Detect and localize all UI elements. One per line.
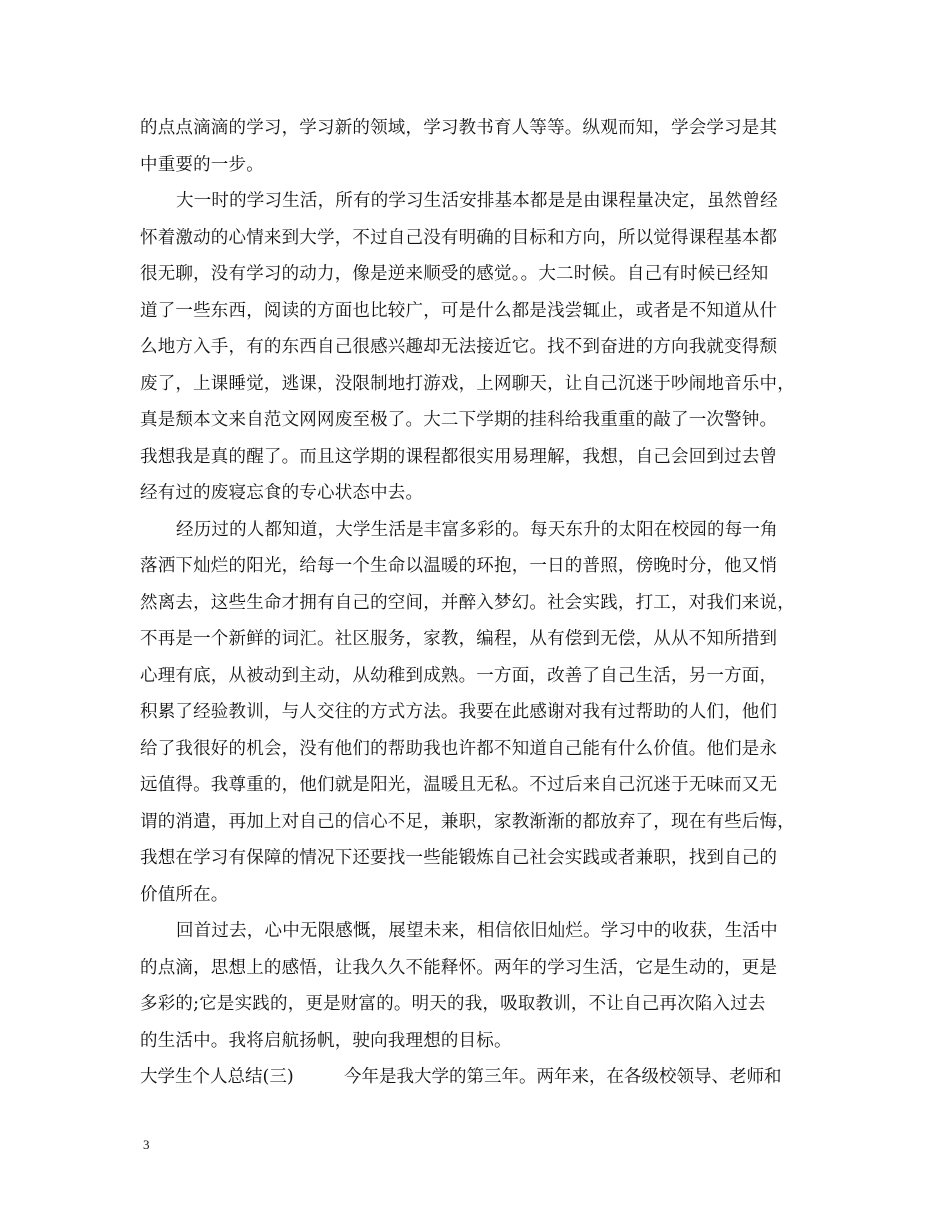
text-line: 废了，上课睡觉，逃课，没限制地打游戏，上网聊天，让自己沉迷于吵闹地音乐中， — [140, 373, 795, 394]
text-line: 很无聊，没有学习的动力，像是逆来顺受的感觉。。大二时候。自己有时候已经知 — [140, 264, 769, 284]
text-line: 积累了经验教训，与人交往的方式方法。我要在此感谢对我有过帮助的人们，他们 — [140, 702, 778, 722]
text-line: 回首过去，心中无限感慨，展望未来，相信依旧灿烂。学习中的收获，生活中 — [176, 921, 778, 941]
text-line: 怀着激动的心情来到大学，不过自己没有明确的目标和方向，所以觉得课程基本都 — [140, 227, 778, 248]
text-line: 然离去，这些生命才拥有自己的空间，并醉入梦幻。社会实践，打工，对我们来说， — [140, 592, 795, 613]
text-line: 远值得。我尊重的，他们就是阳光，温暖且无私。不过后来自己沉迷于无味而又无 — [140, 775, 778, 795]
text-line: 经有过的废寝忘食的专心状态中去。 — [140, 483, 424, 503]
section-intro-text: 今年是我大学的第三年。两年来，在各级校领导、老师和 — [344, 1067, 782, 1087]
text-line: 道了一些东西，阅读的方面也比较广，可是什么都是浅尝辄止，或者是不知道从什 — [140, 300, 778, 321]
text-line: 大一时的学习生活，所有的学习生活安排基本都是是由课程量决定，虽然曾经 — [176, 191, 778, 211]
text-line: 给了我很好的机会，没有他们的帮助我也许都不知道自己能有什么价值。他们是永 — [140, 738, 778, 759]
text-line: 落洒下灿烂的阳光，给每一个生命以温暖的环抱，一日的普照，傍晚时分，他又悄 — [140, 556, 778, 576]
text-line: 我想我是真的醒了。而且这学期的课程都很实用易理解，我想，自己会回到过去曾 — [140, 446, 778, 467]
text-line: 不再是一个新鲜的词汇。社区服务，家教，编程，从有偿到无偿，从从不知所措到 — [140, 629, 778, 649]
text-line: 多彩的;它是实践的，更是财富的。明天的我，吸取教训，不让自己再次陷入过去 — [140, 994, 766, 1014]
text-line: 价值所在。 — [140, 884, 229, 905]
text-line: 的点点滴滴的学习，学习新的领域，学习教书育人等等。纵观而知，学会学习是其 — [140, 118, 778, 138]
text-line: 心理有底，从被动到主动，从幼稚到成熟。一方面，改善了自己生活，另一方面， — [140, 665, 778, 686]
body-text — [140, 110, 820, 1096]
text-line: 谓的消遣，再加上对自己的信心不足，兼职，家教渐渐的都放弃了，现在有些后悔， — [140, 811, 795, 832]
text-line: 么地方入手，有的东西自己很感兴趣却无法接近它。找不到奋进的方向我就变得颓 — [140, 337, 778, 357]
text-line: 经历过的人都知道，大学生活是丰富多彩的。每天东升的太阳在校园的每一角 — [176, 519, 778, 540]
section-heading-line — [140, 1059, 820, 1096]
text-line: 的生活中。我将启航扬帆，驶向我理想的目标。 — [140, 1030, 512, 1051]
text-line: 中重要的一步。 — [140, 154, 264, 175]
text-line: 的点滴，思想上的感悟，让我久久不能释怀。两年的学习生活，它是生动的，更是 — [140, 957, 778, 978]
text-line: 真是颓本文来自范文网网废至极了。大二下学期的挂科给我重重的敲了一次警钟。 — [140, 410, 778, 430]
section-title: 大学生个人总结(三) — [140, 1067, 294, 1087]
text-line: 我想在学习有保障的情况下还要找一些能锻炼自己社会实践或者兼职，找到自己的 — [140, 848, 778, 868]
page-number: 3 — [143, 1137, 150, 1152]
